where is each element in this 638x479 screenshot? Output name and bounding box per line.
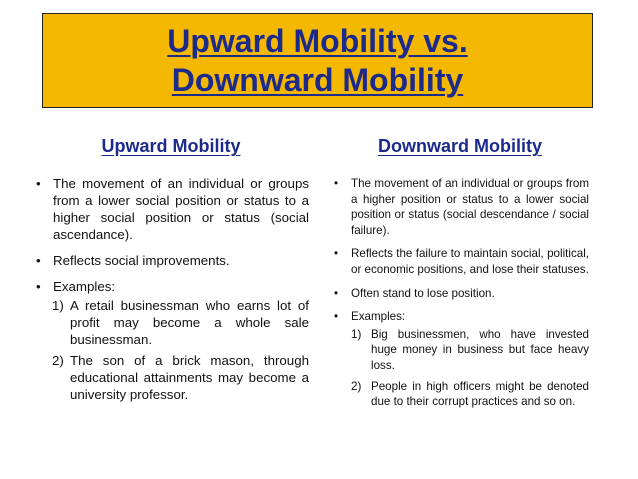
slide-title: Upward Mobility vs. Downward Mobility	[167, 22, 468, 98]
upward-bullet-examples	[33, 278, 309, 403]
example-number: 2)	[351, 379, 362, 393]
downward-bullet-definition: • The movement of an individual or groups from a higher position or status to a lower social position or status (social descendance / social failure).	[331, 176, 589, 238]
example-text: People in high officers might be denoted due to their corrupt practices and so on.	[371, 379, 589, 409]
example-number: 1)	[52, 298, 64, 313]
downward-bullet-list	[331, 176, 589, 410]
downward-heading: Downward Mobility	[378, 136, 542, 156]
downward-bullet-lose-position: • Often stand to lose position.	[331, 286, 589, 302]
downward-example-item	[345, 379, 589, 410]
upward-examples-label: Examples:	[53, 279, 116, 294]
upward-mobility-column	[33, 134, 309, 412]
example-number: 2)	[52, 353, 64, 368]
upward-bullet-definition: • The movement of an individual or groups from a lower social position or status to a higher social position or status (social ascendance).	[33, 175, 309, 243]
upward-examples-list	[53, 297, 309, 403]
upward-example-item	[43, 297, 309, 348]
example-text: Big businessmen, who have invested huge money in business but face heavy loss.	[371, 327, 589, 372]
upward-bullet-reflects: • Reflects social improvements.	[33, 252, 309, 269]
example-text: The son of a brick mason, through educational attainments may become a university professor.	[70, 353, 309, 402]
downward-examples-list	[351, 327, 589, 410]
upward-heading: Upward Mobility	[101, 136, 241, 156]
example-text: A retail businessman who earns lot of profit may become a whole sale businessman.	[70, 298, 309, 347]
example-number: 1)	[351, 327, 362, 341]
upward-example-item	[43, 352, 309, 403]
downward-examples-label: Examples:	[351, 310, 406, 324]
title-banner	[42, 13, 593, 108]
downward-bullet-examples	[331, 309, 589, 410]
upward-bullet-list	[33, 175, 309, 403]
downward-example-item	[345, 327, 589, 374]
downward-bullet-reflects: • Reflects the failure to maintain social, political, or economic positions, and lose their statuses.	[331, 246, 589, 277]
downward-mobility-column	[331, 134, 589, 418]
